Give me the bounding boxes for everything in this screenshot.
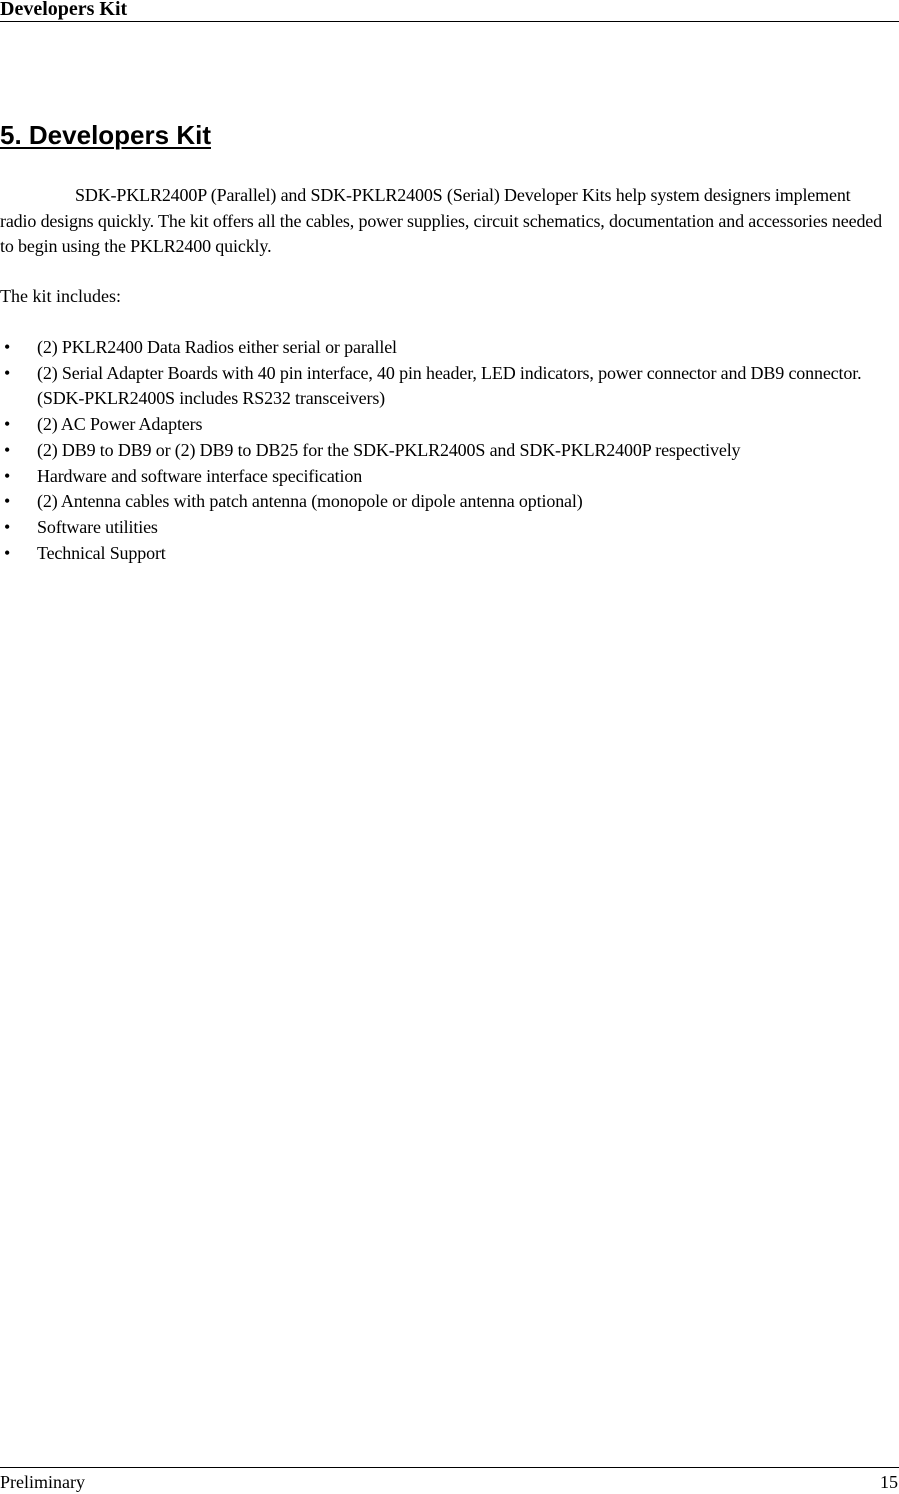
list-item xyxy=(0,412,890,438)
list-item xyxy=(0,541,890,567)
bullet-icon: • xyxy=(4,337,11,357)
list-item-text: (2) Serial Adapter Boards with 40 pin interface, 40 pin header, LED indicators, power connector and DB9 connector. (SDK-PKLR2400S includes RS232 transceivers) xyxy=(37,362,862,409)
section-heading: 5. Developers Kit xyxy=(0,120,211,150)
list-item xyxy=(0,489,890,515)
page-number: 15 xyxy=(880,1472,898,1492)
running-header-title: Developers Kit xyxy=(0,0,128,20)
kit-includes-label: The kit includes: xyxy=(0,286,121,306)
list-item xyxy=(0,438,890,464)
footer-status: Preliminary xyxy=(0,1472,85,1492)
running-header xyxy=(0,0,899,22)
list-item-text: (2) Antenna cables with patch antenna (monopole or dipole antenna optional) xyxy=(37,491,583,512)
running-footer xyxy=(0,1467,899,1494)
bullet-icon: • xyxy=(4,491,11,512)
list-item-text: Hardware and software interface specification xyxy=(37,465,363,486)
bullet-icon: • xyxy=(4,516,11,537)
kit-contents-list xyxy=(0,335,890,566)
bullet-icon: • xyxy=(4,465,11,486)
list-item-text: Technical Support xyxy=(37,542,166,563)
list-item xyxy=(0,515,890,541)
list-item-text: (2) PKLR2400 Data Radios either serial or parallel xyxy=(37,337,397,357)
list-item xyxy=(0,361,890,412)
bullet-icon: • xyxy=(4,542,11,563)
intro-paragraph: SDK-PKLR2400P (Parallel) and SDK-PKLR2400S (Serial) Developer Kits help system designers implement radio designs quickly. The kit offers all the cables, power supplies, circuit schematics, documentation and accessories needed to begin using the PKLR2400 quickly. xyxy=(0,185,882,257)
list-item-text: (2) DB9 to DB9 or (2) DB9 to DB25 for the SDK-PKLR2400S and SDK-PKLR2400P respectively xyxy=(37,439,741,460)
list-item-text: Software utilities xyxy=(37,516,158,537)
list-item-text: (2) AC Power Adapters xyxy=(37,414,203,435)
bullet-icon: • xyxy=(4,362,11,383)
list-item xyxy=(0,464,890,490)
list-item xyxy=(0,335,890,361)
bullet-icon: • xyxy=(4,414,11,435)
bullet-icon: • xyxy=(4,439,11,460)
